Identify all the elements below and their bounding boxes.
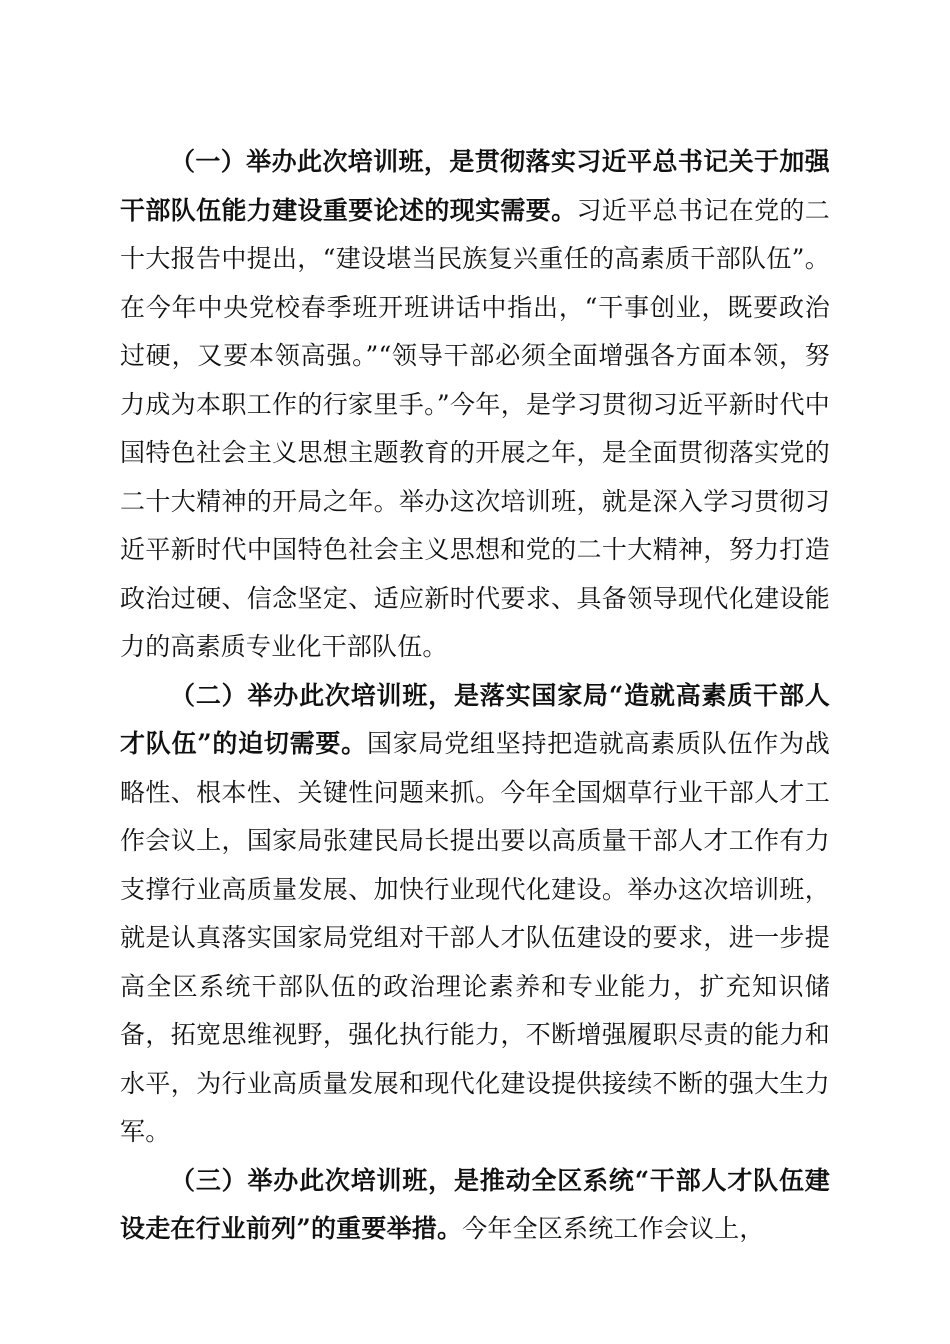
- paragraph-2: [120, 672, 830, 1157]
- paragraph-3-body: 今年全区系统工作会议上，: [462, 1214, 765, 1243]
- paragraph-1-body: 习近平总书记在党的二十大报告中提出，“建设堪当民族复兴重任的高素质干部队伍”。在今年中央党校春季班开班讲话中指出，“干事创业，既要政治过硬，又要本领高强。”“领导干部必须全面增强各方面本领，努力成为本职工作的行家里手。”今年，是学习贯彻习近平新时代中国特色社会主义思想主题教育的开展之年，是全面贯彻落实党的二十大精神的开局之年。举办这次培训班，就是深入学习贯彻习近平新时代中国特色社会主义思想和党的二十大精神，努力打造政治过硬、信念坚定、适应新时代要求、具备领导现代化建设能力的高素质专业化干部队伍。: [120, 195, 830, 661]
- paragraph-2-body: 国家局党组坚持把造就高素质队伍作为战略性、根本性、关键性问题来抓。今年全国烟草行业干部人才工作会议上，国家局张建民局长提出要以高质量干部人才工作有力支撑行业高质量发展、加快行业现代化建设。举办这次培训班，就是认真落实国家局党组对干部人才队伍建设的要求，进一步提高全区系统干部队伍的政治理论素养和专业能力，扩充知识储备，拓宽思维视野，强化执行能力，不断增强履职尽责的能力和水平，为行业高质量发展和现代化建设提供接续不断的强大生力军。: [120, 729, 830, 1146]
- paragraph-2-lead: （二）举办此次培训班，是落实国家局“造就高素质干部人才队伍”的迫切需要。: [120, 680, 830, 758]
- paragraph-3: [120, 1157, 830, 1254]
- paragraph-1: [120, 138, 830, 672]
- paragraph-1-lead: （一）举办此次培训班，是贯彻落实习近平总书记关于加强干部队伍能力建设重要论述的现实需要。: [120, 147, 830, 225]
- paragraph-3-lead: （三）举办此次培训班，是推动全区系统“干部人才队伍建设走在行业前列”的重要举措。: [120, 1165, 830, 1243]
- document-body: [120, 138, 830, 1254]
